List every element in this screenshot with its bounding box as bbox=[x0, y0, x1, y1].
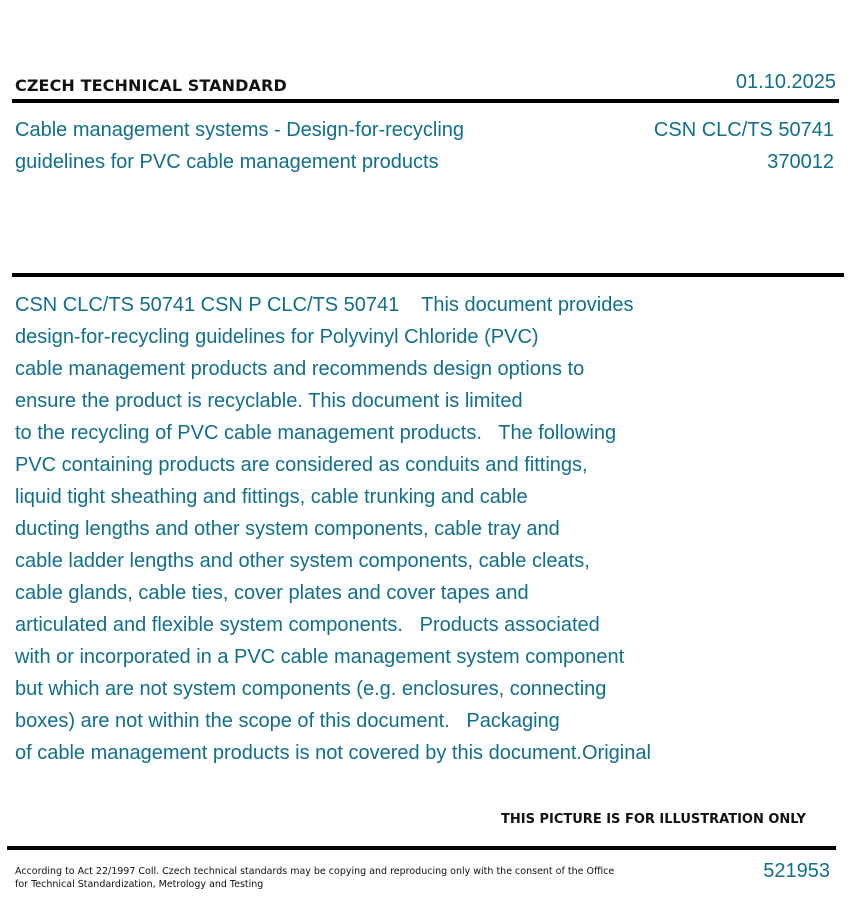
illustration-disclaimer: THIS PICTURE IS FOR ILLUSTRATION ONLY bbox=[501, 812, 806, 827]
document-code: 521953 bbox=[763, 860, 830, 882]
document-title-line: Cable management systems - Design-for-recycling bbox=[15, 119, 465, 141]
abstract-line: liquid tight sheathing and fittings, cable trunking and cable bbox=[15, 486, 528, 508]
abstract-line: with or incorporated in a PVC cable management system component bbox=[15, 646, 625, 668]
abstract-line: boxes) are not within the scope of this document. Packaging bbox=[15, 710, 560, 732]
abstract-line: ensure the product is recyclable. This document is limited bbox=[15, 390, 523, 412]
abstract-line: but which are not system components (e.g. enclosures, connecting bbox=[15, 678, 607, 700]
standard-type-label: CZECH TECHNICAL STANDARD bbox=[15, 76, 287, 95]
legal-notice-line: for Technical Standardization, Metrology and Testing bbox=[15, 879, 264, 890]
abstract-line: to the recycling of PVC cable management products. The following bbox=[15, 422, 617, 444]
abstract-text bbox=[15, 289, 651, 769]
document-identifier bbox=[654, 114, 834, 178]
standard-number: CSN CLC/TS 50741 bbox=[653, 119, 834, 141]
abstract-line: of cable management products is not covered by this document.Original bbox=[15, 742, 651, 764]
abstract-line: ducting lengths and other system components, cable tray and bbox=[15, 518, 560, 540]
legal-notice-line: According to Act 22/1997 Coll. Czech technical standards may be copying and reproducing only with the consent of the Office bbox=[15, 866, 615, 877]
footer-divider bbox=[7, 846, 836, 850]
header-divider bbox=[12, 99, 839, 103]
catalog-number: 370012 bbox=[767, 151, 834, 173]
document-title bbox=[15, 114, 515, 178]
abstract-divider bbox=[12, 273, 844, 277]
abstract-line: design-for-recycling guidelines for Polyvinyl Chloride (PVC) bbox=[15, 326, 539, 348]
legal-notice bbox=[15, 865, 614, 891]
abstract-line: cable management products and recommends design options to bbox=[15, 358, 585, 380]
abstract-line: articulated and flexible system components. Products associated bbox=[15, 614, 600, 636]
abstract-line: PVC containing products are considered as conduits and fittings, bbox=[15, 454, 588, 476]
publication-date: 01.10.2025 bbox=[735, 71, 836, 93]
abstract-line: cable glands, cable ties, cover plates and cover tapes and bbox=[15, 582, 529, 604]
document-title-line: guidelines for PVC cable management products bbox=[15, 151, 439, 173]
abstract-line: CSN CLC/TS 50741 CSN P CLC/TS 50741 This document provides bbox=[15, 294, 634, 316]
abstract-line: cable ladder lengths and other system components, cable cleats, bbox=[15, 550, 590, 572]
